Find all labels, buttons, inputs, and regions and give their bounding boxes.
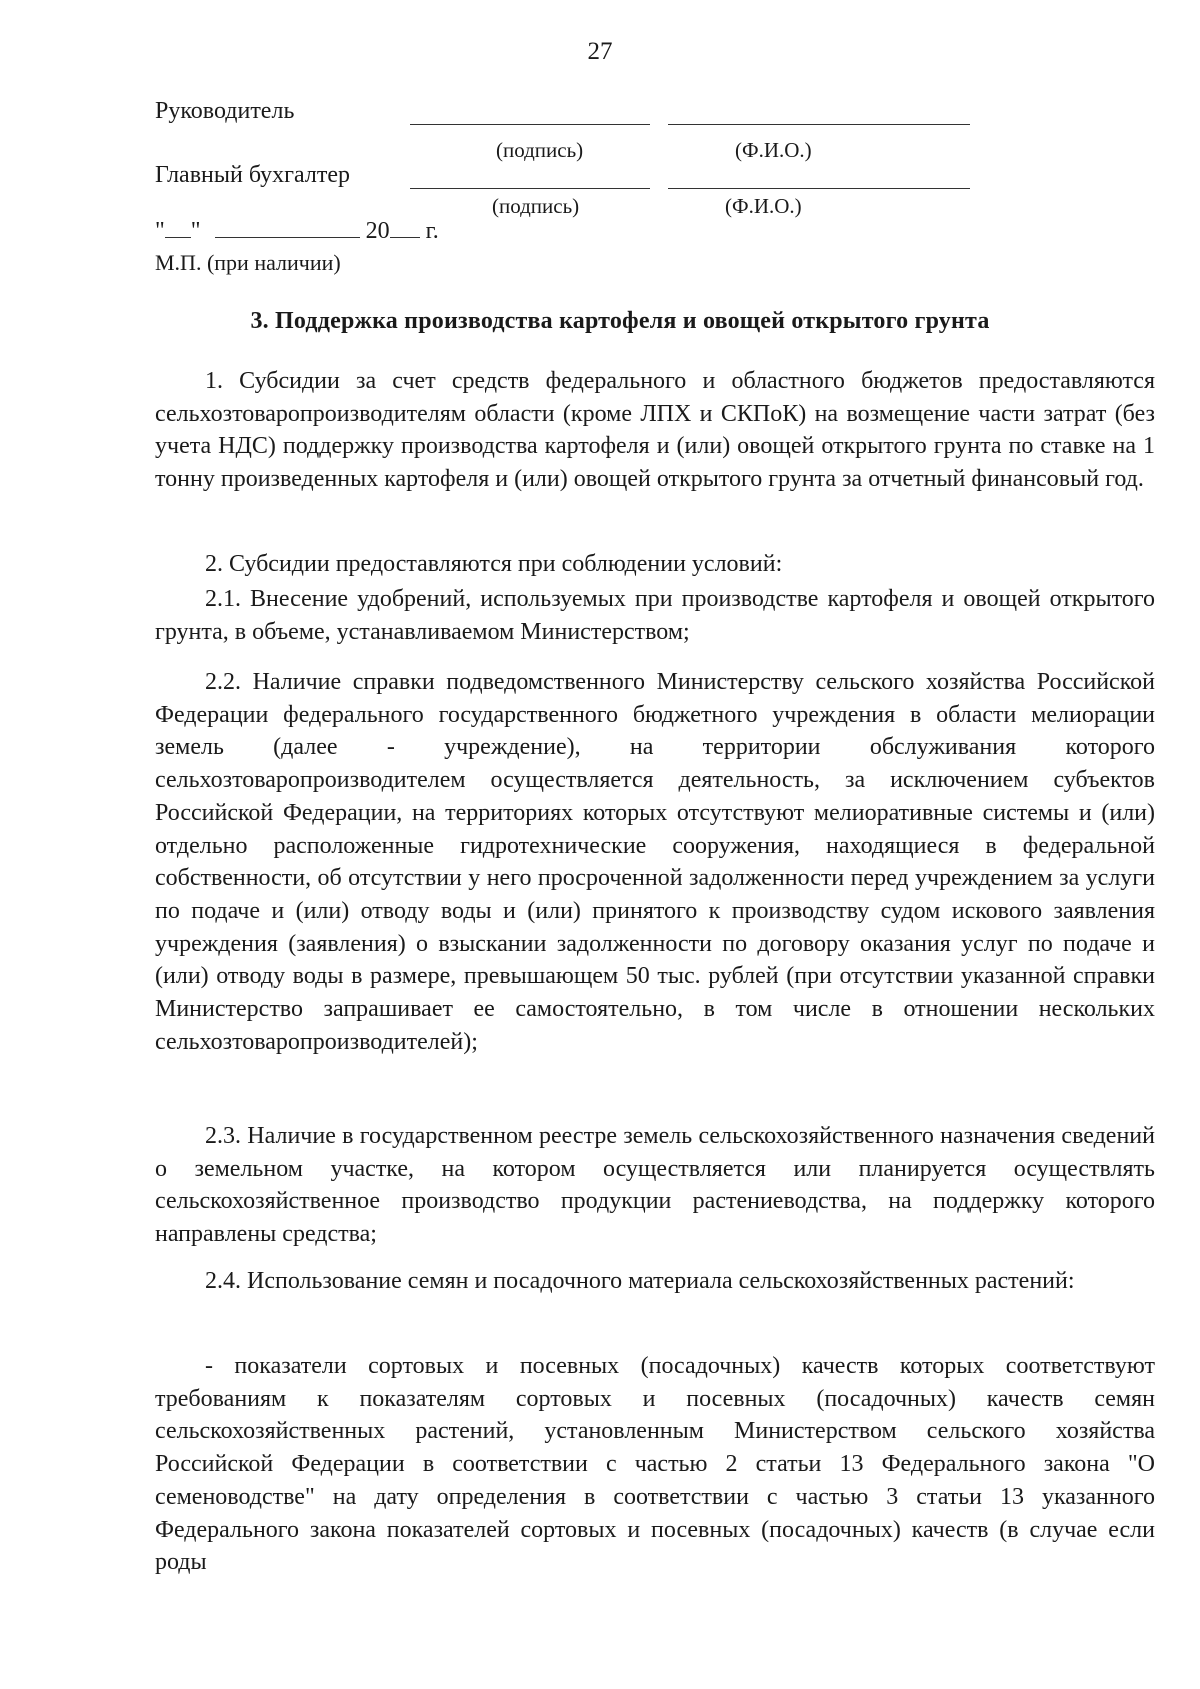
date-year-prefix: 20 — [365, 218, 390, 244]
head-name-line — [668, 124, 970, 125]
paragraph-2-2 — [155, 666, 1155, 1058]
accountant-name-line — [668, 188, 970, 189]
accountant-label: Главный бухгалтер — [155, 162, 350, 188]
head-label: Руководитель — [155, 98, 295, 124]
date-year-blank — [390, 221, 420, 238]
paragraph-2 — [155, 548, 1155, 581]
paragraph-2-1 — [155, 583, 1155, 648]
paragraph-text: 2.3. Наличие в государственном реестре земель сельскохозяйственного назначения сведений о земельном участке, на котором осуществляется или планируется осуществлять сельскохозяйственное производство продукции растениеводства, на поддержку которого направлены средства; — [155, 1123, 1155, 1248]
date-day-blank — [165, 221, 191, 238]
date-year-suffix: г. — [425, 218, 439, 244]
date-line — [155, 218, 439, 245]
paragraph-text: 2. Субсидии предоставляются при соблюдении условий: — [205, 551, 783, 577]
page-number: 27 — [587, 38, 613, 65]
accountant-sign-caption: (подпись) — [492, 194, 580, 218]
stamp-label: М.П. (при наличии) — [155, 250, 341, 275]
date-month-blank — [215, 221, 360, 238]
paragraph-2-3 — [155, 1120, 1155, 1251]
paragraph-1 — [155, 365, 1155, 496]
date-quote-close: " — [190, 218, 201, 244]
accountant-signature-line — [410, 188, 650, 189]
paragraph-seeds-requirements — [155, 1350, 1155, 1579]
paragraph-text: 2.4. Использование семян и посадочного материала сельскохозяйственных растений: — [205, 1268, 1075, 1294]
paragraph-text: - показатели сортовых и посевных (посадочных) качеств которых соответствуют требованиям к показателям сортовых и посевных (посадочных) качеств семян сельскохозяйственных растений, установленным Министерством сельского хозяйства Российской Федерации в соответствии с частью 2 статьи 13 Федерального закона "О семеноводстве" на дату определения в соответствии с частью 3 статьи 13 указанного Федерального закона показателей сортовых и посевных (посадочных) качеств (в случае если роды — [155, 1353, 1155, 1576]
paragraph-text: 1. Субсидии за счет средств федерального и областного бюджетов предоставляются сельхозтоваропроизводителям области (кроме ЛПХ и СКПоК) на возмещение части затрат (без учета НДС) поддержку производства картофеля и (или) овощей открытого грунта по ставке на 1 тонну произведенных картофеля и (или) овощей открытого грунта за отчетный финансовый год. — [155, 368, 1155, 493]
paragraph-2-4 — [155, 1265, 1155, 1298]
section-title: 3. Поддержка производства картофеля и овощей открытого грунта — [250, 308, 990, 334]
head-sign-caption: (подпись) — [496, 138, 584, 162]
paragraph-text: 2.1. Внесение удобрений, используемых при производстве картофеля и овощей открытого грунта, в объеме, устанавливаемом Министерством; — [155, 586, 1155, 645]
date-quote-open: " — [155, 218, 165, 244]
accountant-name-caption: (Ф.И.О.) — [725, 194, 802, 218]
head-signature-line — [410, 124, 650, 125]
head-name-caption: (Ф.И.О.) — [735, 138, 812, 162]
paragraph-text: 2.2. Наличие справки подведомственного Министерству сельского хозяйства Российской Федерации федерального государственного бюджетного учреждения в области мелиорации земель (далее - учреждение), на территории обслуживания которого сельхозтоваропроизводителем осуществляется деятельность, за исключением субъектов Российской Федерации, на территориях которых отсутствуют мелиоративные системы и (или) отдельно расположенные гидротехнические сооружения, находящиеся в федеральной собственности, об отсутствии у него просроченной задолженности перед учреждением за услуги по подаче и (или) отводу воды и (или) принятого к производству судом искового заявления учреждения (заявления) о взыскании задолженности по договору оказания услуг по подаче и (или) отводу воды в размере, превышающем 50 тыс. рублей (при отсутствии указанной справки Министерство запрашивает ее самостоятельно, в том числе в отношении нескольких сельхозтоваропроизводителей); — [155, 669, 1155, 1055]
